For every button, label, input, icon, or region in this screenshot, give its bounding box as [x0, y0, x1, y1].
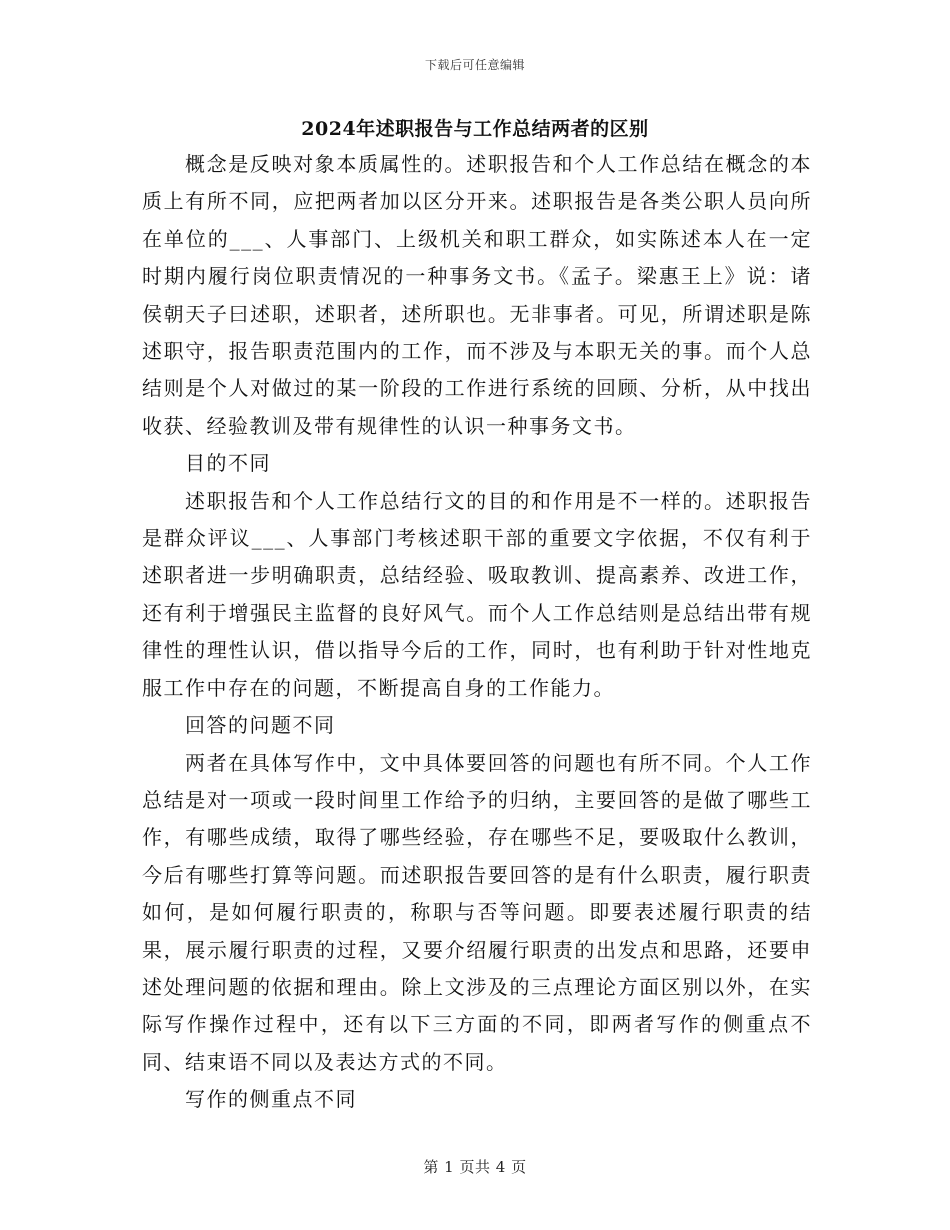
page-number: 第 1 页共 4 页	[423, 1158, 527, 1176]
download-note: 下载后可任意编辑	[424, 58, 525, 72]
paragraph-concept: 概念是反映对象本质属性的。述职报告和个人工作总结在概念的本质上有所不同，应把两者加以区分开来。述职报告是各类公职人员向所在单位的___、人事部门、上级机关和职工群众，如实陈述本人在一定时期内履行岗位职责情况的一种事务文书。《孟子。梁惠王上》说：诸侯朝天子曰述职，述职者，述所职也。无非事者。可见，所谓述职是陈述职守，报告职责范围内的工作，而不涉及与本职无关的事。而个人总结则是个人对做过的某一阶段的工作进行系统的回顾、分析，从中找出收获、经验教训及带有规律性的认识一种事务文书。	[142, 152, 812, 438]
paragraph-questions: 两者在具体写作中，文中具体要回答的问题也有所不同。个人工作总结是对一项或一段时间里工作给予的归纳，主要回答的是做了哪些工作，有哪些成绩，取得了哪些经验，存在哪些不足，要吸取什么教训，今后有哪些打算等问题。而述职报告要回答的是有什么职责，履行职责如何，是如何履行职责的，称职与否等问题。即要表述履行职责的结果，展示履行职责的过程，又要介绍履行职责的出发点和思路，还要申述处理问题的依据和理由。除上文涉及的三点理论方面区别以外，在实际写作操作过程中，还有以下三方面的不同，即两者写作的侧重点不同、结束语不同以及表达方式的不同。	[142, 750, 812, 1074]
paragraph-purpose: 述职报告和个人工作总结行文的目的和作用是不一样的。述职报告是群众评议___、人事部门考核述职干部的重要文字依据，不仅有利于述职者进一步明确职责，总结经验、吸取教训、提高素养、改进工作，还有利于增强民主监督的良好风气。而个人工作总结则是总结出带有规律性的理性认识，借以指导今后的工作，同时，也有利助于针对性地克服工作中存在的问题，不断提高自身的工作能力。	[142, 488, 812, 700]
section-heading-questions: 回答的问题不同	[185, 713, 336, 738]
document-body	[142, 146, 812, 1119]
document-title: 2024年述职报告与工作总结两者的区别	[301, 118, 649, 140]
section-heading-purpose: 目的不同	[185, 451, 271, 476]
section-heading-focus: 写作的侧重点不同	[185, 1087, 357, 1112]
